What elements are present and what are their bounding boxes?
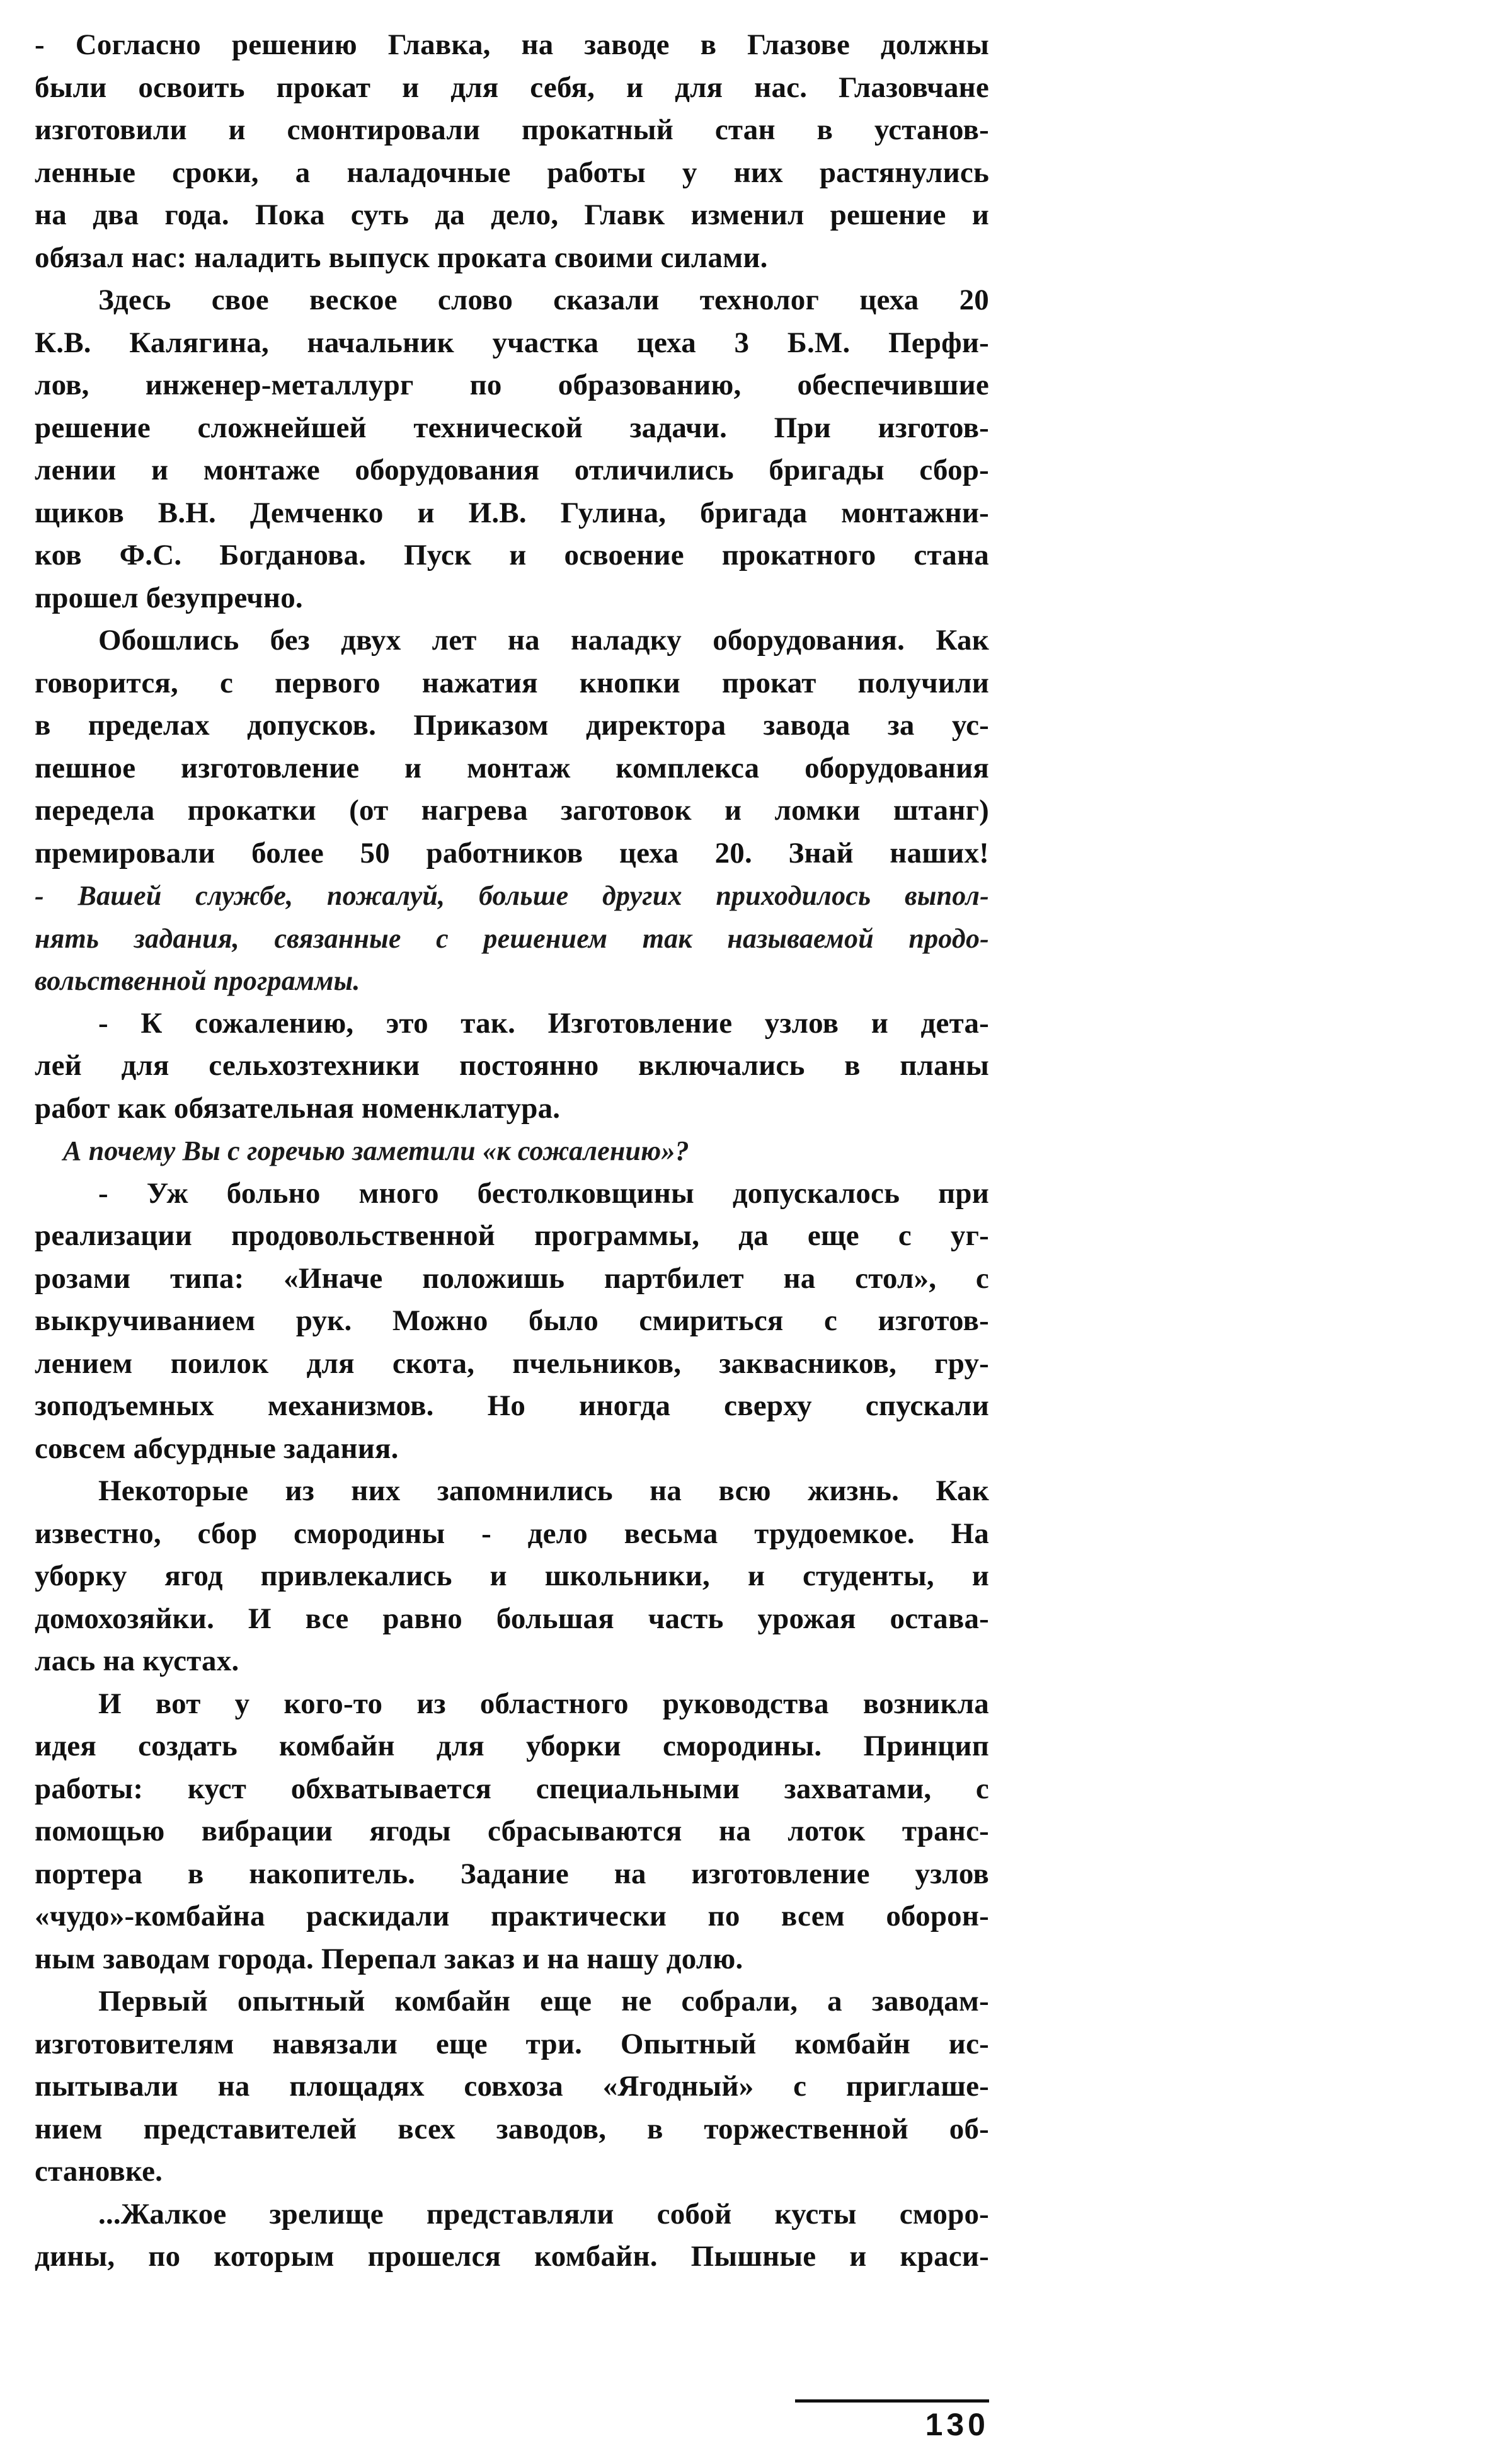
text-line: ным заводам города. Перепал заказ и на нашу долю. <box>35 1942 743 1975</box>
page-number-rule <box>795 2399 989 2403</box>
text-line: были освоить прокат и для себя, и для нас. Глазовчане <box>35 71 989 104</box>
interviewer-question: нять задания, связанные с решением так называемой продо- <box>35 922 989 954</box>
text-line: решение сложнейшей технической задачи. При изготов- <box>35 411 989 444</box>
text-line: лей для сельхозтехники постоянно включались в планы <box>35 1049 989 1082</box>
text-line: портера в накопитель. Задание на изготовление узлов <box>35 1857 989 1890</box>
text-line: розами типа: «Иначе положишь партбилет на стол», с <box>35 1261 989 1295</box>
text-line: пытывали на площадях совхоза «Ягодный» с приглаше- <box>35 2070 989 2103</box>
interviewer-question: А почему Вы с горечью заметили «к сожалению»? <box>63 1135 689 1166</box>
text-line: щиков В.Н. Демченко и И.В. Гулина, бригада монтажни- <box>35 496 989 529</box>
text-line: обязал нас: наладить выпуск проката своими силами. <box>35 241 768 274</box>
text-line: Обошлись без двух лет на наладку оборудования. Как <box>98 624 989 657</box>
text-line: говорится, с первого нажатия кнопки прокат получили <box>35 666 989 699</box>
text-line: - Уж больно много бестолковщины допускалось при <box>98 1176 989 1210</box>
text-line: И вот у кого-то из областного руководства возникла <box>98 1687 989 1720</box>
text-line: лении и монтаже оборудования отличились бригады сбор- <box>35 454 989 486</box>
text-line: ленные сроки, а наладочные работы у них растянулись <box>35 156 989 189</box>
text-line: Некоторые из них запомнились на всю жизнь. Как <box>98 1474 989 1507</box>
text-line: изготовили и смонтировали прокатный стан в установ- <box>35 113 989 146</box>
text-line: К.В. Калягина, начальник участка цеха 3 Б.М. Перфи- <box>35 326 989 359</box>
text-line: передела прокатки (от нагрева заготовок и ломки штанг) <box>35 794 989 827</box>
interviewer-question: - Вашей службе, пожалуй, больше других приходилось выпол- <box>35 880 989 911</box>
text-line: становке. <box>35 2155 163 2188</box>
text-line: прошел безупречно. <box>35 581 303 614</box>
text-line: - К сожалению, это так. Изготовление узлов и дета- <box>98 1006 989 1040</box>
text-line: лась на кустах. <box>35 1645 239 1677</box>
text-line: в пределах допусков. Приказом директора завода за ус- <box>35 709 989 742</box>
text-line: пешное изготовление и монтаж комплекса оборудования <box>35 751 989 784</box>
text-line: помощью вибрации ягоды сбрасываются на лоток транс- <box>35 1815 989 1847</box>
text-line: ков Ф.С. Богданова. Пуск и освоение прокатного стана <box>35 539 989 571</box>
text-line: выкручиванием рук. Можно было смириться с изготов- <box>35 1304 989 1337</box>
text-line: зоподъемных механизмов. Но иногда сверху спускали <box>35 1389 989 1422</box>
text-line: на два года. Пока суть да дело, Главк изменил решение и <box>35 198 989 231</box>
text-line: дины, по которым прошелся комбайн. Пышные и краси- <box>35 2240 989 2273</box>
text-line: изготовителям навязали еще три. Опытный комбайн ис- <box>35 2027 989 2060</box>
text-line: работы: куст обхватывается специальными захватами, с <box>35 1772 989 1805</box>
text-line: «чудо»-комбайна раскидали практически по всем оборон- <box>35 1900 989 1932</box>
page-number: 130 <box>925 2407 989 2442</box>
interviewer-question: вольственной программы. <box>35 965 360 996</box>
text-line: известно, сбор смородины - дело весьма трудоемкое. На <box>35 1517 989 1550</box>
text-line: идея создать комбайн для уборки смородины. Принцип <box>35 1730 989 1762</box>
text-line: домохозяйки. И все равно большая часть урожая остава- <box>35 1602 989 1635</box>
text-line: Первый опытный комбайн еще не собрали, а заводам- <box>98 1985 989 2018</box>
text-line: совсем абсурдные задания. <box>35 1432 399 1465</box>
text-line: работ как обязательная номенклатура. <box>35 1091 561 1125</box>
text-line: премировали более 50 работников цеха 20. Знай наших! <box>35 836 989 870</box>
text-line: реализации продовольственной программы, да еще с уг- <box>35 1219 989 1252</box>
text-line: лением поилок для скота, пчельников, заквасников, гру- <box>35 1346 989 1380</box>
text-line: ...Жалкое зрелище представляли собой кусты сморо- <box>98 2197 989 2231</box>
text-line: - Согласно решению Главка, на заводе в Глазове должны <box>35 28 989 61</box>
text-line: Здесь свое веское слово сказали технолог цеха 20 <box>98 284 989 316</box>
text-line: лов, инженер-металлург по образованию, обеспечившие <box>35 369 989 401</box>
page-text <box>35 24 989 2278</box>
text-line: уборку ягод привлекались и школьники, и студенты, и <box>35 1559 989 1592</box>
text-line: нием представителей всех заводов, в торжественной об- <box>35 2112 989 2145</box>
